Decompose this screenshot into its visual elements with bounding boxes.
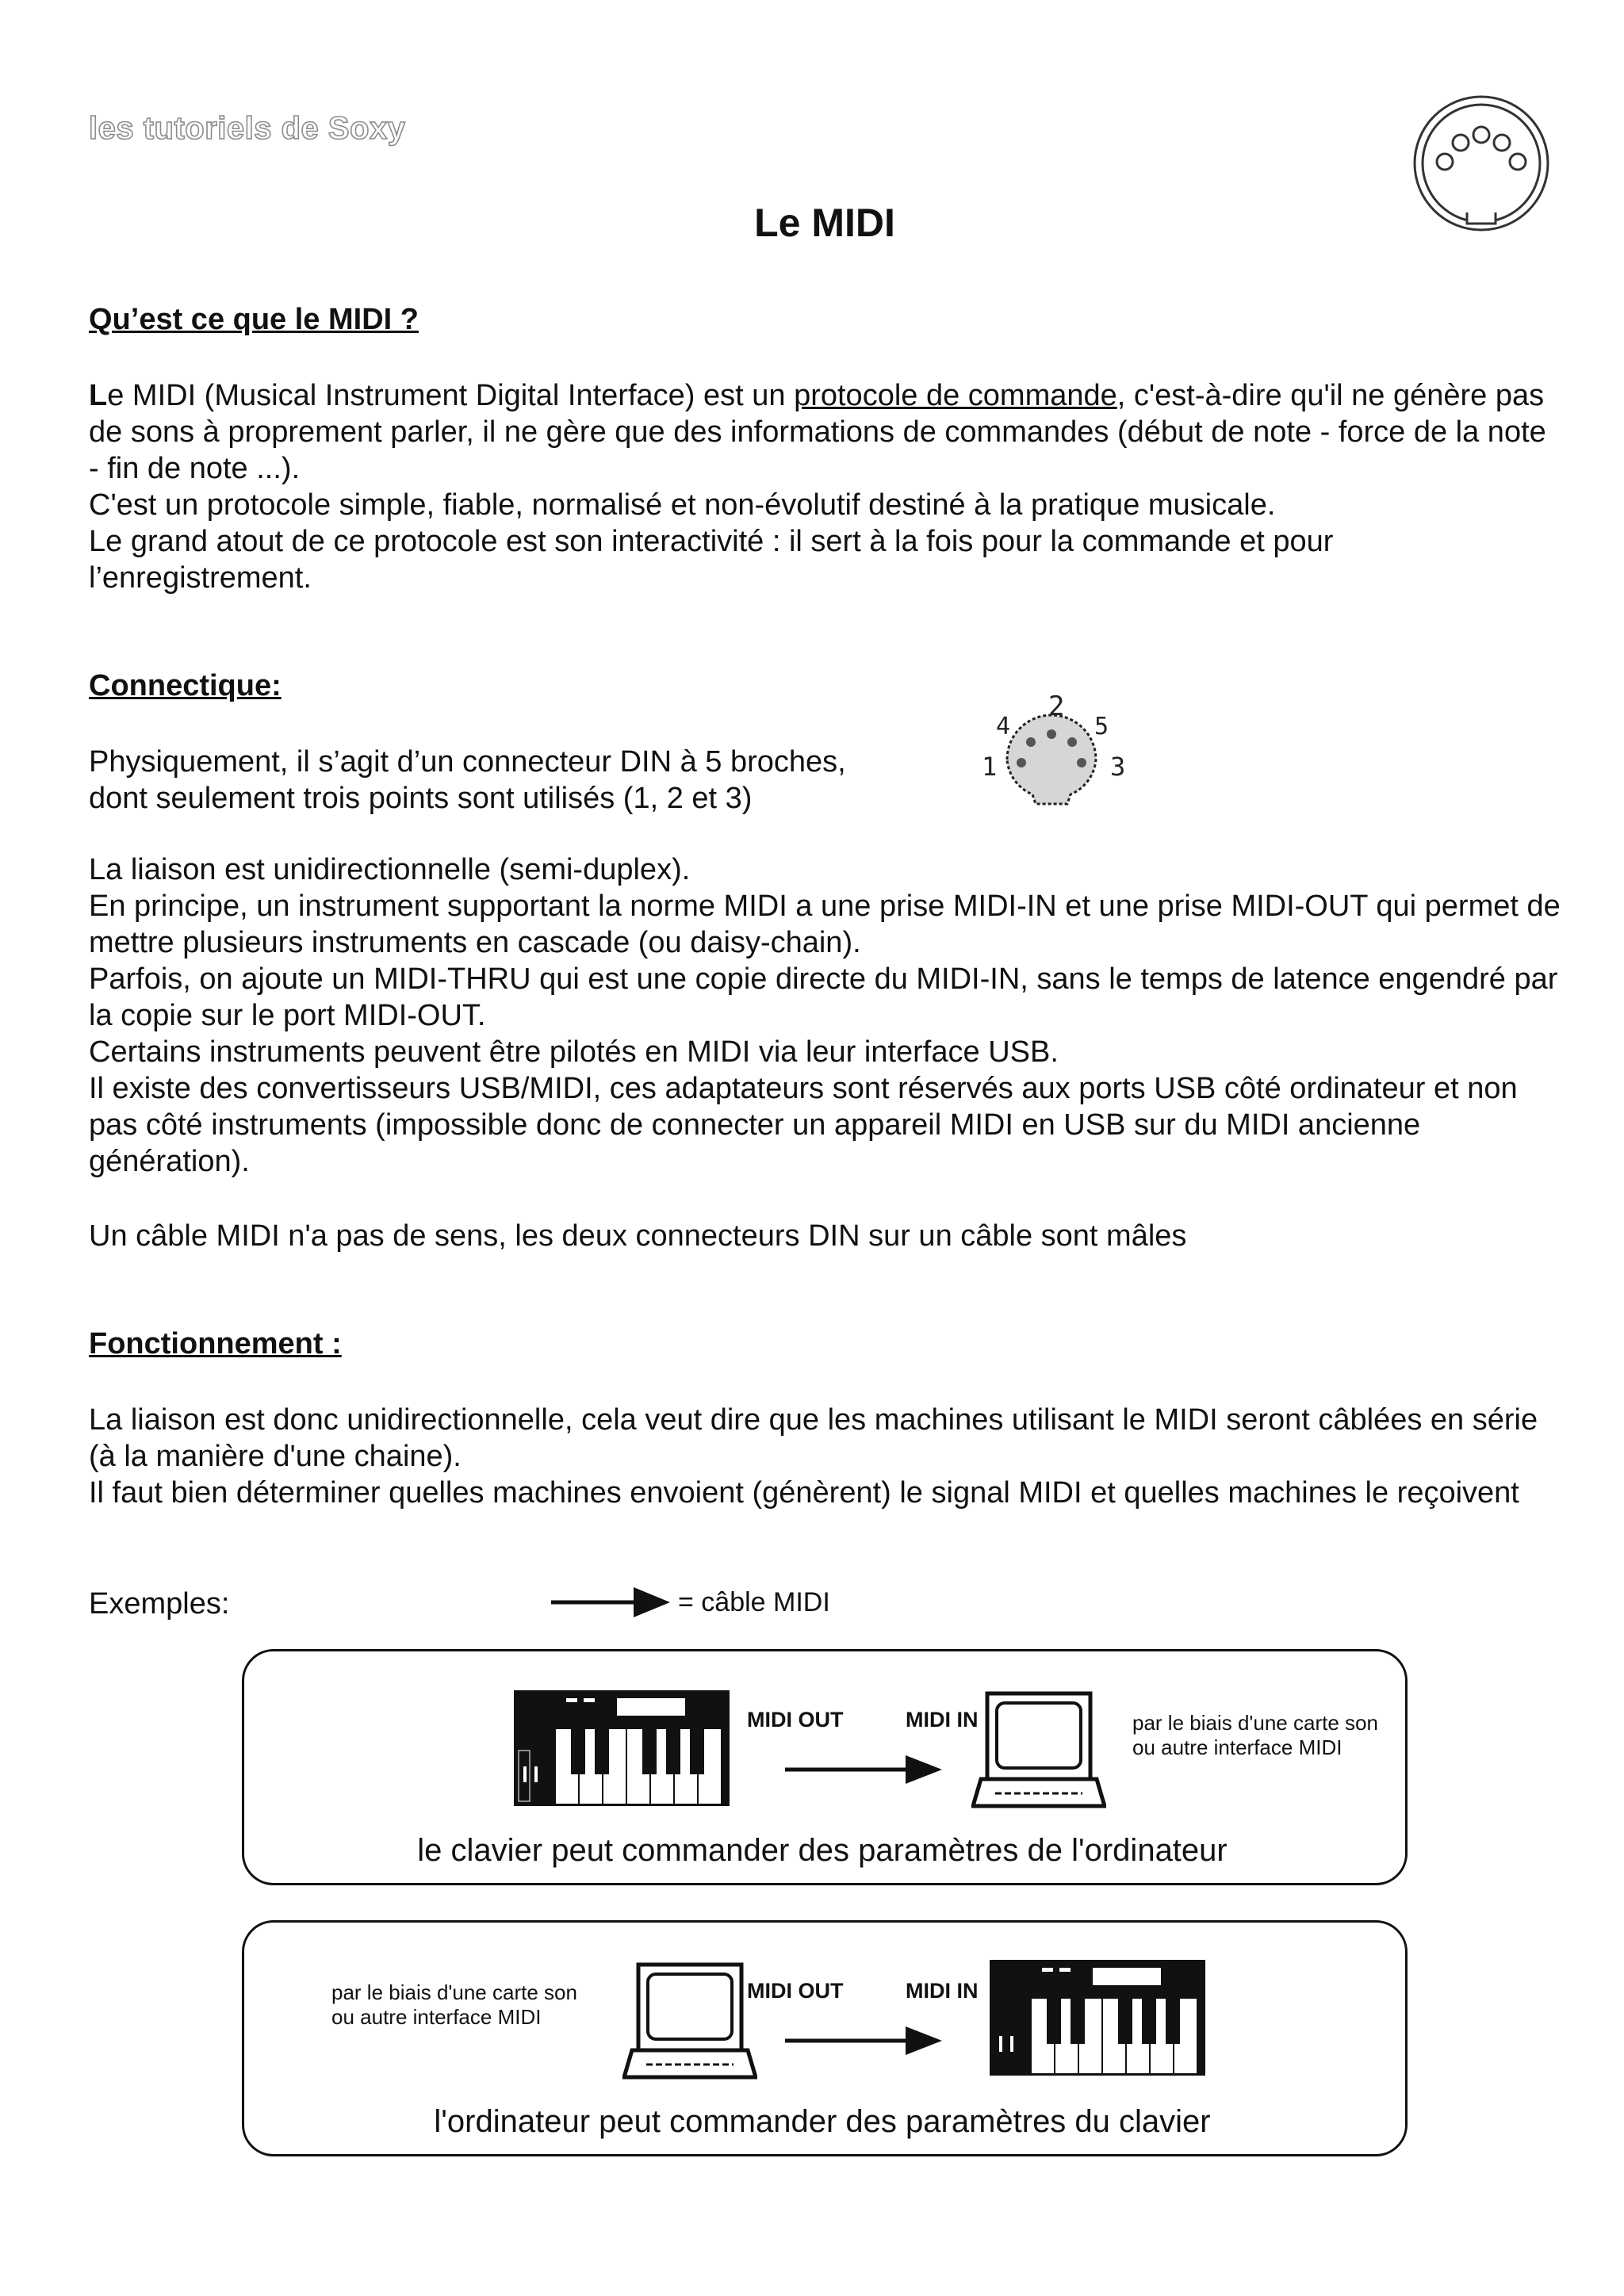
simple-protocol-paragraph: C'est un protocole simple, fiable, normalisé et non-évolutif destiné à la pratique musicale. xyxy=(89,488,1276,522)
page-title: Le MIDI xyxy=(754,201,895,245)
intro-text-b: , c'est-à-dire qu'il ne génère pas de sons à proprement parler, il ne gère que des informations de commandes (début de note - force de la note - fin de note ...). xyxy=(89,379,1546,485)
keyboard-icon xyxy=(514,1690,730,1806)
fonctionnement-body xyxy=(89,1402,1564,1511)
computer-icon xyxy=(971,1690,1106,1811)
section-heading-connectique: Connectique: xyxy=(89,669,282,702)
cable-arrow xyxy=(785,1752,944,1787)
physical-line-2: dont seulement trois points sont utilisés (1, 2 et 3) xyxy=(89,782,753,815)
midi-in-label: MIDI IN xyxy=(906,1979,979,2003)
pin-4-label: 4 xyxy=(996,713,1011,740)
intro-paragraph xyxy=(89,377,1564,487)
section-what-is-midi-body xyxy=(89,377,1564,596)
computer-icon xyxy=(622,1961,757,2082)
send-receive-paragraph: Il faut bien déterminer quelles machines envoient (génèrent) le signal MIDI et quelles machines le reçoivent xyxy=(89,1476,1519,1510)
keyboard-icon xyxy=(990,1960,1205,2076)
protocol-term: protocole de commande xyxy=(794,379,1117,412)
interface-note-line-2: ou autre interface MIDI xyxy=(1132,1735,1342,1759)
pin-2-label: 2 xyxy=(1048,691,1065,722)
interface-note-line-2: ou autre interface MIDI xyxy=(331,2005,542,2029)
brand-name: les tutoriels de Soxy xyxy=(89,111,406,146)
midi-in-out-paragraph: En principe, un instrument supportant la norme MIDI a une prise MIDI-IN et une prise MIDI-OUT qui permet de mettre plusieurs instruments en cascade (ou daisy-chain). xyxy=(89,890,1561,959)
example-1-caption: le clavier peut commander des paramètres de l'ordinateur xyxy=(417,1833,1228,1868)
midi-out-label: MIDI OUT xyxy=(747,1979,844,2003)
dropcap: L xyxy=(89,379,108,412)
midi-in-label: MIDI IN xyxy=(906,1708,979,1732)
midi-thru-paragraph: Parfois, on ajoute un MIDI-THRU qui est une copie directe du MIDI-IN, sans le temps de latence engendré par la copie sur le port MIDI-OUT. xyxy=(89,962,1558,1032)
section-heading-fonctionnement: Fonctionnement : xyxy=(89,1327,342,1360)
interface-note-line-1: par le biais d'une carte son xyxy=(331,1980,577,2004)
series-paragraph: La liaison est donc unidirectionnelle, cela veut dire que les machines utilisant le MIDI seront câblées en série (à la manière d'une chaine). xyxy=(89,1403,1538,1473)
section-heading-what-is-midi: Qu’est ce que le MIDI ? xyxy=(89,303,419,336)
interface-note xyxy=(331,1980,577,2030)
cable-arrow-icon xyxy=(551,1582,670,1622)
din-pin-diagram xyxy=(975,688,1134,831)
pin-5-label: 5 xyxy=(1094,713,1109,740)
legend-label: = câble MIDI xyxy=(678,1587,830,1617)
physical-line-1: Physiquement, il s’agit d’un connecteur DIN à 5 broches, xyxy=(89,745,846,779)
pin-1-label: 1 xyxy=(982,752,998,782)
midi-out-label: MIDI OUT xyxy=(747,1708,844,1732)
intro-text-a: e MIDI (Musical Instrument Digital Interface) est un xyxy=(107,379,795,412)
pin-3-label: 3 xyxy=(1110,752,1126,782)
cable-paragraph: Un câble MIDI n'a pas de sens, les deux connecteurs DIN sur un câble sont mâles xyxy=(89,1219,1187,1253)
semi-duplex-paragraph: La liaison est unidirectionnelle (semi-duplex). xyxy=(89,853,691,886)
interface-note xyxy=(1132,1711,1378,1760)
usb-paragraph: Certains instruments peuvent être pilotés en MIDI via leur interface USB. xyxy=(89,1035,1059,1069)
physical-description xyxy=(89,744,961,817)
connectique-body xyxy=(89,851,1564,1180)
examples-label: Exemples: xyxy=(89,1587,230,1621)
interactivity-paragraph: Le grand atout de ce protocole est son interactivité : il sert à la fois pour la commande et pour l’enregistrement. xyxy=(89,525,1334,595)
example-2-caption: l'ordinateur peut commander des paramètres du clavier xyxy=(434,2104,1211,2139)
cable-arrow xyxy=(785,2023,944,2058)
converter-paragraph: Il existe des convertisseurs USB/MIDI, ces adaptateurs sont réservés aux ports USB côté ordinateur et non pas côté instruments (impossible donc de connecter un appareil MIDI en USB sur du MIDI ancienne génération). xyxy=(89,1072,1518,1178)
interface-note-line-1: par le biais d'une carte son xyxy=(1132,1711,1378,1735)
